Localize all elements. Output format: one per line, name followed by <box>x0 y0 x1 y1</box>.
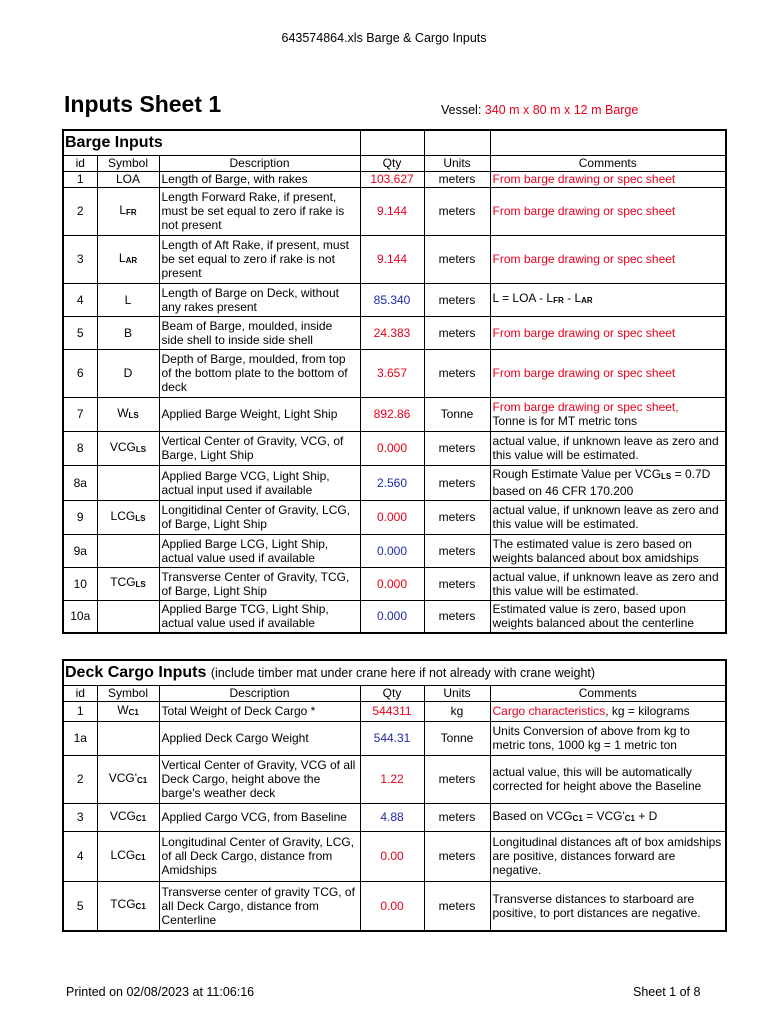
row-qty[interactable]: 0.000 <box>360 567 424 600</box>
row-units: meters <box>424 831 490 881</box>
row-symbol <box>97 465 159 500</box>
row-qty: 2.560 <box>360 465 424 500</box>
row-description: Applied Barge TCG, Light Ship, actual value used if available <box>159 600 360 633</box>
row-units: meters <box>424 431 490 465</box>
row-symbol: $W_{LS}$ <box>97 397 159 431</box>
table-row <box>63 567 726 600</box>
row-qty: 0.000 <box>360 600 424 633</box>
col-header-units: Units <box>424 685 490 701</box>
row-units: meters <box>424 755 490 803</box>
col-header-comments: Comments <box>490 155 726 171</box>
row-qty[interactable]: 9.144 <box>360 235 424 283</box>
row-id: 2 <box>63 755 97 803</box>
row-id: 3 <box>63 235 97 283</box>
row-qty[interactable]: 0.00 <box>360 881 424 931</box>
row-id: 1 <box>63 171 97 187</box>
vessel-value: 340 m x 80 m x 12 m Barge <box>484 103 639 117</box>
row-id: 6 <box>63 349 97 397</box>
row-comment: actual value, if unknown leave as zero and this value will be estimated. <box>490 500 726 534</box>
table-row <box>63 316 726 349</box>
row-comment: From barge drawing or spec sheet <box>490 171 726 187</box>
row-qty[interactable]: 3.657 <box>360 349 424 397</box>
row-symbol: L <box>97 283 159 316</box>
row-id: 10 <box>63 567 97 600</box>
row-description: Longitudinal Center of Gravity, LCG, of all Deck Cargo, distance from Amidships <box>159 831 360 881</box>
col-header-id: id <box>63 155 97 171</box>
row-description: Applied Deck Cargo Weight <box>159 721 360 755</box>
row-units: meters <box>424 567 490 600</box>
row-comment: actual value, if unknown leave as zero and this value will be estimated. <box>490 567 726 600</box>
vessel-info <box>441 103 638 117</box>
row-symbol: $VCG'_{C1}$ <box>97 755 159 803</box>
table-row <box>63 534 726 567</box>
row-qty: 4.88 <box>360 803 424 831</box>
row-description: Longitidinal Center of Gravity, LCG, of Barge, Light Ship <box>159 500 360 534</box>
cargo-section-header-row <box>63 660 726 685</box>
row-id: 10a <box>63 600 97 633</box>
row-id: 8a <box>63 465 97 500</box>
col-header-description: Description <box>159 685 360 701</box>
row-units: kg <box>424 701 490 721</box>
row-units: meters <box>424 600 490 633</box>
table-row <box>63 600 726 633</box>
row-qty[interactable]: 0.00 <box>360 831 424 881</box>
row-description: Length of Barge on Deck, without any rakes present <box>159 283 360 316</box>
row-id: 8 <box>63 431 97 465</box>
row-qty[interactable]: 544311 <box>360 701 424 721</box>
row-symbol <box>97 600 159 633</box>
row-units: meters <box>424 187 490 235</box>
row-comment: Transverse distances to starboard are positive, to port distances are negative. <box>490 881 726 931</box>
row-comment: Units Conversion of above from kg to metric tons, 1000 kg = 1 metric ton <box>490 721 726 755</box>
page-title: Inputs Sheet 1 <box>64 91 222 117</box>
row-comment: Longitudinal distances aft of box amidships are positive, distances forward are negative. <box>490 831 726 881</box>
row-qty[interactable]: 0.000 <box>360 431 424 465</box>
row-units: meters <box>424 283 490 316</box>
table-row <box>63 431 726 465</box>
row-symbol: $L_{FR}$ <box>97 187 159 235</box>
row-symbol: $TCG_{LS}$ <box>97 567 159 600</box>
row-comment: From barge drawing or spec sheet <box>490 316 726 349</box>
row-symbol: $W_{C1}$ <box>97 701 159 721</box>
deck-cargo-inputs-table <box>62 659 727 932</box>
row-id: 9a <box>63 534 97 567</box>
table-row <box>63 349 726 397</box>
row-qty[interactable]: 892.86 <box>360 397 424 431</box>
row-qty: 0.000 <box>360 534 424 567</box>
row-units: Tonne <box>424 721 490 755</box>
col-header-symbol: Symbol <box>97 155 159 171</box>
row-description: Applied Barge LCG, Light Ship, actual value used if available <box>159 534 360 567</box>
row-comment: L = LOA - $L_{FR} - L_{AR}$ <box>490 283 726 316</box>
row-description: Length of Aft Rake, if present, must be set equal to zero if rake is not present <box>159 235 360 283</box>
row-comment: From barge drawing or spec sheet <box>490 349 726 397</box>
cargo-section-title: Deck Cargo Inputs (include timber mat under crane here if not already with crane weight) <box>63 660 726 685</box>
barge-section-title: Barge Inputs <box>63 130 360 155</box>
row-id: 4 <box>63 283 97 316</box>
table-row <box>63 171 726 187</box>
row-units: meters <box>424 171 490 187</box>
row-comment: From barge drawing or spec sheet, Tonne is for MT metric tons <box>490 397 726 431</box>
table-row <box>63 187 726 235</box>
barge-section-header-row <box>63 130 726 155</box>
row-qty: 85.340 <box>360 283 424 316</box>
table-row <box>63 831 726 881</box>
row-units: meters <box>424 465 490 500</box>
col-header-symbol: Symbol <box>97 685 159 701</box>
row-symbol: $LCG_{C1}$ <box>97 831 159 881</box>
table-row <box>63 235 726 283</box>
col-header-comments: Comments <box>490 685 726 701</box>
row-description: Beam of Barge, moulded, inside side shell to inside side shell <box>159 316 360 349</box>
row-comment: Based on $VCG_{C1} = VCG'_{C1} + D$ <box>490 803 726 831</box>
col-header-description: Description <box>159 155 360 171</box>
row-symbol: LOA <box>97 171 159 187</box>
row-description: Transverse center of gravity TCG, of all Deck Cargo, distance from Centerline <box>159 881 360 931</box>
row-comment: actual value, if unknown leave as zero and this value will be estimated. <box>490 431 726 465</box>
row-symbol: $VCG_{LS}$ <box>97 431 159 465</box>
table-row <box>63 803 726 831</box>
cargo-section-note: (include timber mat under crane here if not already with crane weight) <box>210 665 596 680</box>
row-symbol: B <box>97 316 159 349</box>
row-comment: From barge drawing or spec sheet <box>490 235 726 283</box>
row-symbol: $L_{AR}$ <box>97 235 159 283</box>
row-id: 9 <box>63 500 97 534</box>
row-qty: 544.31 <box>360 721 424 755</box>
row-comment: From barge drawing or spec sheet <box>490 187 726 235</box>
row-comment: Estimated value is zero, based upon weights balanced about the centerline <box>490 600 726 633</box>
row-units: meters <box>424 881 490 931</box>
row-id: 1a <box>63 721 97 755</box>
row-comment: The estimated value is zero based on weights balanced about box amidships <box>490 534 726 567</box>
row-comment: actual value, this will be automatically corrected for height above the Baseline <box>490 755 726 803</box>
vessel-label: Vessel: <box>441 103 482 117</box>
row-symbol: $VCG_{C1}$ <box>97 803 159 831</box>
table-row <box>63 465 726 500</box>
row-qty[interactable]: 1.22 <box>360 755 424 803</box>
barge-column-headers <box>63 155 726 171</box>
row-symbol <box>97 721 159 755</box>
row-description: Applied Barge VCG, Light Ship, actual input used if available <box>159 465 360 500</box>
row-units: meters <box>424 534 490 567</box>
row-description: Applied Barge Weight, Light Ship <box>159 397 360 431</box>
print-timestamp: Printed on 02/08/2023 at 11:06:16 <box>66 985 255 999</box>
col-header-qty: Qty <box>360 685 424 701</box>
col-header-id: id <box>63 685 97 701</box>
row-qty[interactable]: 0.000 <box>360 500 424 534</box>
row-id: 5 <box>63 881 97 931</box>
row-units: meters <box>424 235 490 283</box>
row-units: Tonne <box>424 397 490 431</box>
table-row <box>63 881 726 931</box>
row-description: Depth of Barge, moulded, from top of the bottom plate to the bottom of deck <box>159 349 360 397</box>
row-description: Applied Cargo VCG, from Baseline <box>159 803 360 831</box>
row-qty[interactable]: 103.627 <box>360 171 424 187</box>
row-units: meters <box>424 349 490 397</box>
row-symbol <box>97 534 159 567</box>
row-description: Transverse Center of Gravity, TCG, of Barge, Light Ship <box>159 567 360 600</box>
table-row <box>63 755 726 803</box>
row-description: Length Forward Rake, if present, must be set equal to zero if rake is not present <box>159 187 360 235</box>
barge-inputs-table <box>62 129 727 634</box>
row-qty[interactable]: 24.383 <box>360 316 424 349</box>
row-symbol: $LCG_{LS}$ <box>97 500 159 534</box>
cargo-column-headers <box>63 685 726 701</box>
row-id: 2 <box>63 187 97 235</box>
row-id: 3 <box>63 803 97 831</box>
row-description: Vertical Center of Gravity, VCG of all Deck Cargo, height above the barge's weather deck <box>159 755 360 803</box>
row-comment: Cargo characteristics, kg = kilograms <box>490 701 726 721</box>
table-row <box>63 721 726 755</box>
table-row <box>63 283 726 316</box>
row-units: meters <box>424 316 490 349</box>
col-header-units: Units <box>424 155 490 171</box>
table-row <box>63 701 726 721</box>
table-row <box>63 397 726 431</box>
row-id: 5 <box>63 316 97 349</box>
row-id: 7 <box>63 397 97 431</box>
row-symbol: D <box>97 349 159 397</box>
row-description: Total Weight of Deck Cargo * <box>159 701 360 721</box>
row-id: 1 <box>63 701 97 721</box>
row-symbol: $TCG_{C1}$ <box>97 881 159 931</box>
row-units: meters <box>424 500 490 534</box>
row-description: Length of Barge, with rakes <box>159 171 360 187</box>
table-row <box>63 500 726 534</box>
col-header-qty: Qty <box>360 155 424 171</box>
row-comment: Rough Estimate Value per $VCG_{LS} = 0.7D$ based on 46 CFR 170.200 <box>490 465 726 500</box>
row-id: 4 <box>63 831 97 881</box>
row-qty[interactable]: 9.144 <box>360 187 424 235</box>
page-header: 643574864.xls Barge & Cargo Inputs <box>281 31 487 45</box>
sheet-number: Sheet 1 of 8 <box>633 985 701 999</box>
row-units: meters <box>424 803 490 831</box>
row-description: Vertical Center of Gravity, VCG, of Barge, Light Ship <box>159 431 360 465</box>
